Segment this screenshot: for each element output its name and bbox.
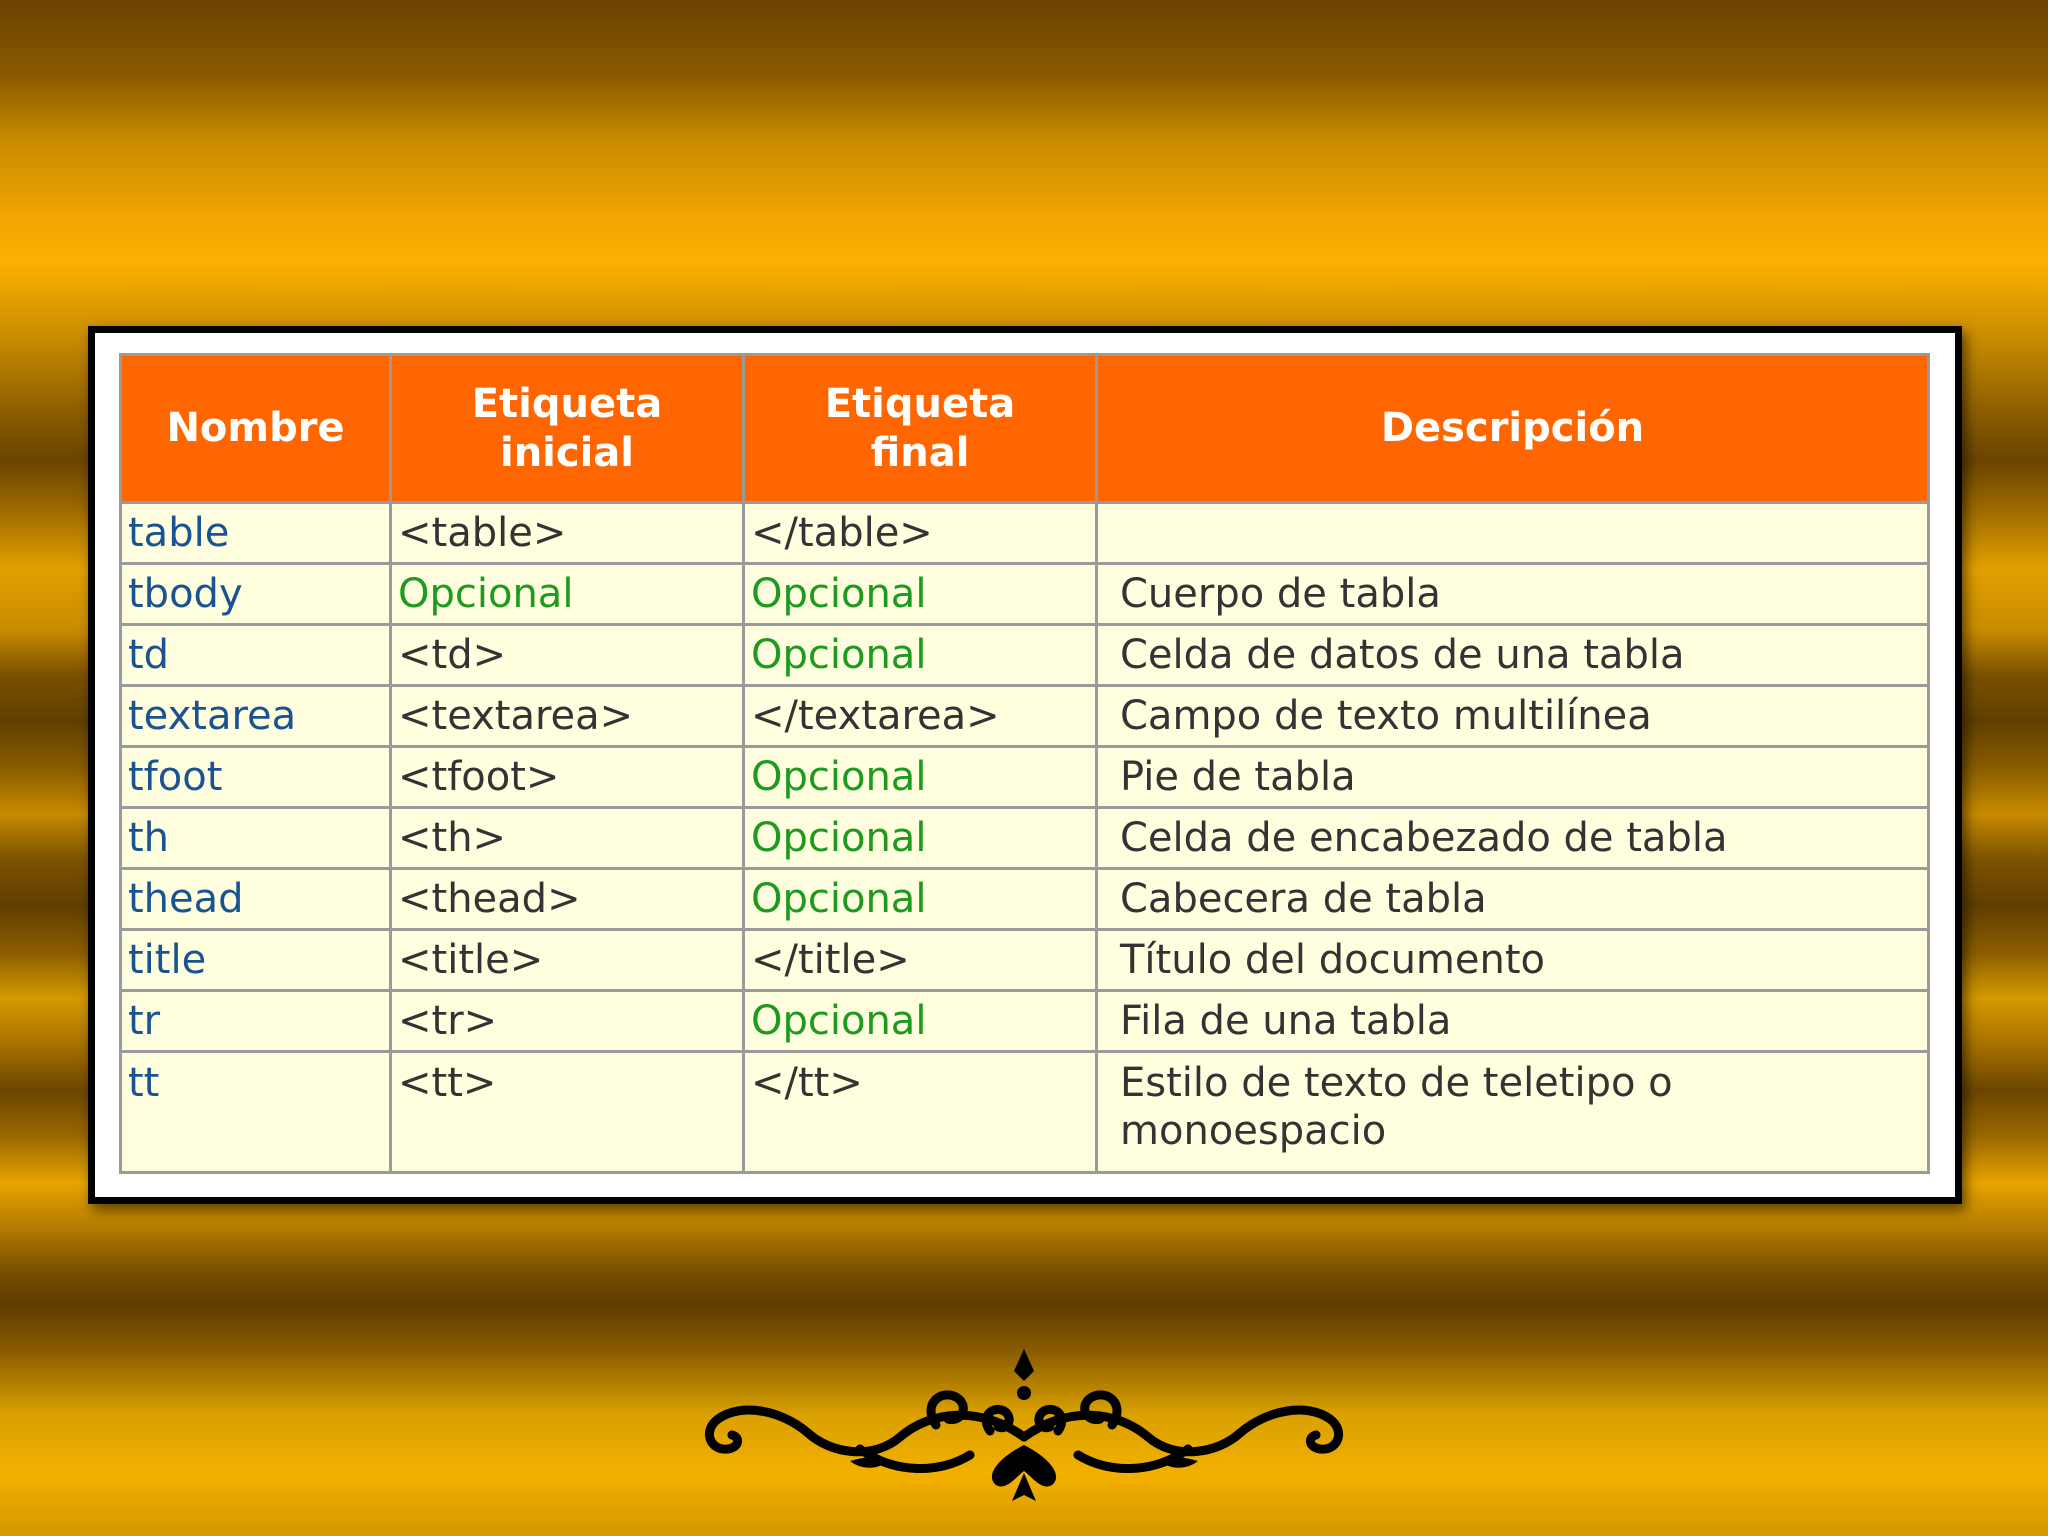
table-row — [121, 686, 1929, 747]
cell-start-tag: <tt> — [391, 1052, 744, 1173]
cell-description: Estilo de texto de teletipo o monoespacio — [1097, 1052, 1929, 1173]
table-frame — [88, 326, 1962, 1204]
header-etiqueta-inicial-line2: inicial — [499, 429, 635, 476]
cell-start-tag: <table> — [391, 503, 744, 564]
cell-start-tag: <th> — [391, 808, 744, 869]
table-row — [121, 991, 1929, 1052]
header-etiqueta-final — [744, 355, 1097, 503]
cell-end-tag: Opcional — [744, 564, 1097, 625]
cell-name: th — [121, 808, 391, 869]
cell-description: Cuerpo de tabla — [1097, 564, 1929, 625]
flourish-divider-icon — [700, 1345, 1348, 1505]
table-row — [121, 930, 1929, 991]
cell-end-tag: </textarea> — [744, 686, 1097, 747]
cell-description: Cabecera de tabla — [1097, 869, 1929, 930]
cell-end-tag: Opcional — [744, 808, 1097, 869]
table-row — [121, 808, 1929, 869]
cell-name: textarea — [121, 686, 391, 747]
cell-start-tag: <textarea> — [391, 686, 744, 747]
cell-end-tag: Opcional — [744, 869, 1097, 930]
cell-start-tag: Opcional — [391, 564, 744, 625]
cell-start-tag: <title> — [391, 930, 744, 991]
cell-name: tfoot — [121, 747, 391, 808]
table-row — [121, 869, 1929, 930]
cell-start-tag: <thead> — [391, 869, 744, 930]
table-row — [121, 1052, 1929, 1173]
table-row — [121, 747, 1929, 808]
cell-end-tag: </tt> — [744, 1052, 1097, 1173]
header-etiqueta-inicial — [391, 355, 744, 503]
cell-description: Celda de encabezado de tabla — [1097, 808, 1929, 869]
cell-name: title — [121, 930, 391, 991]
header-row — [121, 355, 1929, 503]
header-etiqueta-inicial-line1: Etiqueta — [471, 380, 663, 427]
cell-description: Campo de texto multilínea — [1097, 686, 1929, 747]
cell-end-tag: Opcional — [744, 747, 1097, 808]
cell-name: tr — [121, 991, 391, 1052]
cell-name: tt — [121, 1052, 391, 1173]
cell-description: Fila de una tabla — [1097, 991, 1929, 1052]
cell-description: Celda de datos de una tabla — [1097, 625, 1929, 686]
cell-start-tag: <tfoot> — [391, 747, 744, 808]
header-etiqueta-final-line1: Etiqueta — [824, 380, 1016, 427]
cell-description: Pie de tabla — [1097, 747, 1929, 808]
cell-name: thead — [121, 869, 391, 930]
cell-start-tag: <tr> — [391, 991, 744, 1052]
cell-end-tag: </title> — [744, 930, 1097, 991]
header-descripcion: Descripción — [1097, 355, 1929, 503]
table-row — [121, 625, 1929, 686]
cell-description — [1097, 503, 1929, 564]
cell-name: tbody — [121, 564, 391, 625]
cell-end-tag: </table> — [744, 503, 1097, 564]
cell-end-tag: Opcional — [744, 991, 1097, 1052]
cell-start-tag: <td> — [391, 625, 744, 686]
header-nombre: Nombre — [121, 355, 391, 503]
cell-name: table — [121, 503, 391, 564]
header-etiqueta-final-line2: final — [870, 429, 970, 476]
cell-end-tag: Opcional — [744, 625, 1097, 686]
html-tags-table — [119, 353, 1930, 1174]
cell-description: Título del documento — [1097, 930, 1929, 991]
table-row — [121, 564, 1929, 625]
cell-name: td — [121, 625, 391, 686]
table-row — [121, 503, 1929, 564]
